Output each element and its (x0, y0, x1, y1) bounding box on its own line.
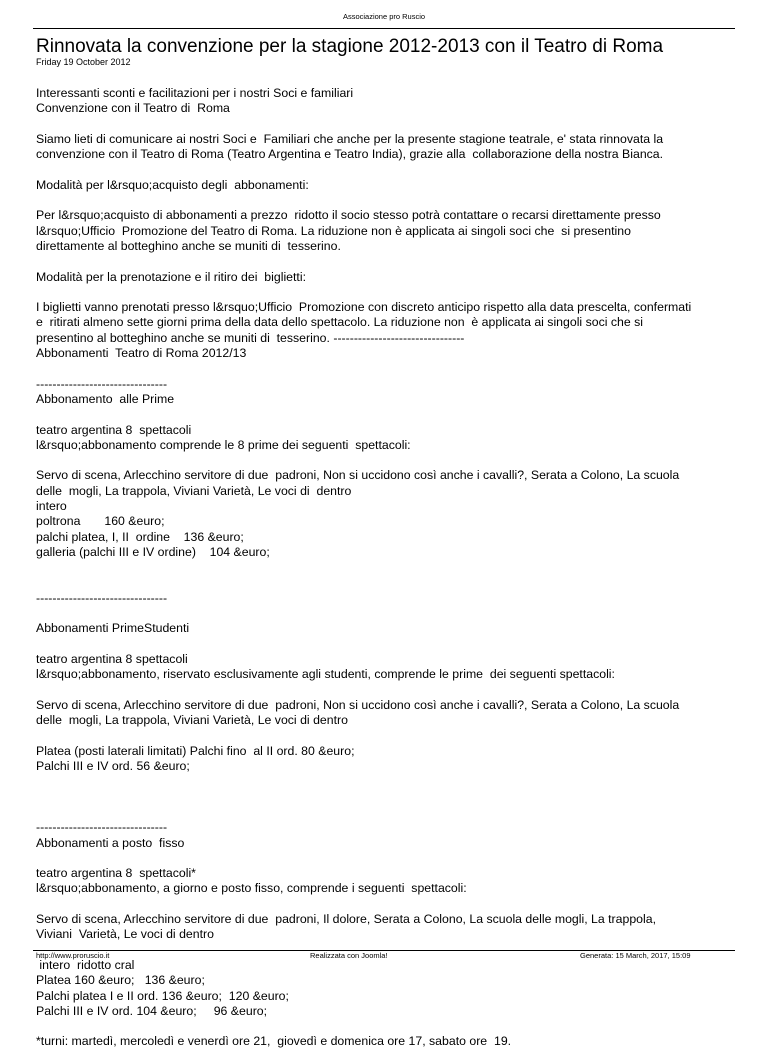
article-line: presentino al botteghino anche se muniti di tesserino. -------------------------------- (36, 330, 465, 345)
article-line (36, 254, 736, 269)
article-line: Convenzione con il Teatro di Roma (36, 101, 230, 116)
article-line: galleria (palchi III e IV ordine) 104 &euro; (36, 544, 270, 559)
article-line: Viviani Varietà, Le voci di dentro (36, 927, 214, 942)
article-body (36, 86, 736, 1050)
article-line (36, 162, 736, 177)
article-line: Platea (posti laterali limitati) Palchi fino al II ord. 80 &euro; (36, 743, 355, 758)
article-line: Modalità per la prenotazione e il ritiro dei biglietti: (36, 269, 306, 284)
article-line (36, 805, 736, 820)
article-line: teatro argentina 8 spettacoli (36, 651, 188, 666)
article-line (36, 1019, 736, 1034)
article-line: Platea 160 &euro; 136 &euro; (36, 973, 205, 988)
article-line: Abbonamenti a posto fisso (36, 835, 185, 850)
article-line (36, 285, 736, 300)
article-line: -------------------------------- (36, 590, 168, 605)
article-line (36, 117, 736, 132)
article-line (36, 407, 736, 422)
article-line: l&rsquo;abbonamento comprende le 8 prime dei seguenti spettacoli: (36, 437, 411, 452)
article-line: direttamente al botteghino anche se muniti di tesserino. (36, 238, 341, 253)
article-line: convenzione con il Teatro di Roma (Teatro Argentina e Teatro India), grazie alla collaborazione della nostra Bianca. (36, 147, 664, 162)
article-line: Per l&rsquo;acquisto di abbonamenti a prezzo ridotto il socio stesso potrà contattare o recarsi direttamente presso (36, 208, 661, 223)
footer-generated: Generata: 15 March, 2017, 15:09 (580, 951, 691, 960)
article-line: *turni: martedì, mercoledì e venerdì ore 21, giovedì e domenica ore 17, sabato ore 19. (36, 1034, 512, 1049)
article-line: l&rsquo;abbonamento, riservato esclusivamente agli studenti, comprende le prime dei seguenti spettacoli: (36, 667, 615, 682)
article-line: l&rsquo;Ufficio Promozione del Teatro di Roma. La riduzione non è applicata ai singoli soci che si presentino (36, 223, 631, 238)
article-line: -------------------------------- (36, 820, 168, 835)
footer-url[interactable]: http://www.proruscio.it (36, 951, 110, 960)
article-line: Interessanti sconti e facilitazioni per i nostri Soci e familiari (36, 86, 354, 100)
article-line (36, 606, 736, 621)
footer-powered: Realizzata con Joomla! (310, 951, 388, 960)
article-line: Palchi platea I e II ord. 136 &euro; 120 &euro; (36, 988, 289, 1003)
article-line: Palchi III e IV ord. 104 &euro; 96 &euro; (36, 1003, 268, 1018)
article-line: Abbonamento alle Prime (36, 391, 175, 406)
article-line (36, 560, 736, 575)
site-header: Associazione pro Ruscio (342, 12, 426, 21)
article-line: Siamo lieti di comunicare ai nostri Soci e Familiari che anche per la presente stagione teatrale, e' stata rinnovata la (36, 131, 664, 146)
article-line (36, 851, 736, 866)
article-line: Abbonamenti Teatro di Roma 2012/13 (36, 346, 247, 361)
article-line: Servo di scena, Arlecchino servitore di due padroni, Non si uccidono così anche i cavalli?, Serata a Colono, La scuola (36, 697, 680, 712)
article-line: intero ridotto cral (36, 957, 135, 972)
article-line: -------------------------------- (36, 376, 168, 391)
article-line: I biglietti vanno prenotati presso l&rsquo;Ufficio Promozione con discreto anticipo rispetto alla data prescelta, confermati (36, 300, 692, 315)
article-title: Rinnovata la convenzione per la stagione 2012-2013 con il Teatro di Roma (36, 36, 664, 57)
article-line: Modalità per l&rsquo;acquisto degli abbonamenti: (36, 177, 309, 192)
article-line: teatro argentina 8 spettacoli* (36, 866, 196, 881)
article-line (36, 683, 736, 698)
header-divider (33, 28, 735, 29)
article-line: Servo di scena, Arlecchino servitore di due padroni, Il dolore, Serata a Colono, La scuola delle mogli, La trappola, (36, 912, 656, 927)
article-line: Palchi III e IV ord. 56 &euro; (36, 759, 190, 774)
article-line: teatro argentina 8 spettacoli (36, 422, 192, 437)
article-line (36, 774, 736, 789)
article-line (36, 453, 736, 468)
article-line: Abbonamenti PrimeStudenti (36, 621, 190, 636)
article-line (36, 637, 736, 652)
article-line: e ritirati almeno sette giorni prima della data dello spettacolo. La riduzione non è applicata ai singoli soci che si (36, 315, 643, 330)
article-line: delle mogli, La trappola, Viviani Varietà, Le voci di dentro (36, 483, 352, 498)
article-line (36, 193, 736, 208)
article-line: intero (36, 499, 67, 514)
article-line: l&rsquo;abbonamento, a giorno e posto fisso, comprende i seguenti spettacoli: (36, 881, 467, 896)
article-line: palchi platea, I, II ordine 136 &euro; (36, 529, 244, 544)
article-line: poltrona 160 &euro; (36, 514, 165, 529)
article-line (36, 576, 736, 591)
article-line (36, 790, 736, 805)
article-date: Friday 19 October 2012 (36, 57, 131, 67)
article-line (36, 728, 736, 743)
article-line (36, 361, 736, 376)
article-line: Servo di scena, Arlecchino servitore di due padroni, Non si uccidono così anche i cavalli?, Serata a Colono, La scuola (36, 468, 680, 483)
article-line: delle mogli, La trappola, Viviani Varietà, Le voci di dentro (36, 713, 348, 728)
article-line (36, 897, 736, 912)
